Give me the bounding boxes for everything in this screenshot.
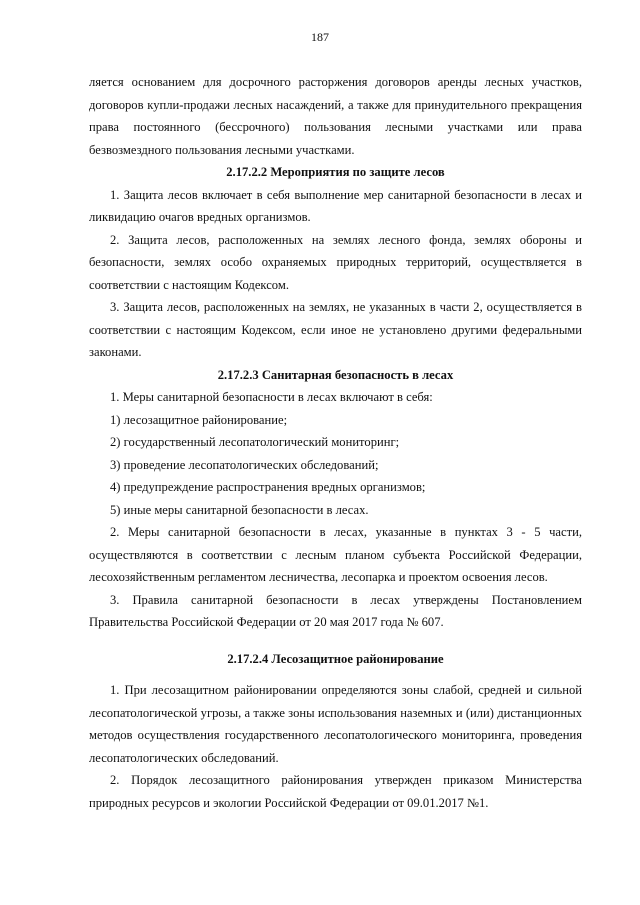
- section-heading-2-17-2-2: 2.17.2.2 Мероприятия по защите лесов: [226, 165, 445, 179]
- list-item: 3) проведение лесопатологических обследований;: [110, 457, 379, 472]
- paragraph: 1. При лесозащитном районировании определяются зоны слабой, средней и сильной лесопатологической угрозы, а также зоны использования наземных и (или) дистанционных методов осуществления государственного лесопатологического мониторинга, проведения лесопатологических обследований.: [89, 683, 582, 765]
- paragraph: 1. Защита лесов включает в себя выполнение мер санитарной безопасности в лесах и ликвидацию очагов вредных организмов.: [89, 187, 582, 224]
- paragraph: 3. Защита лесов, расположенных на землях, не указанных в части 2, осуществляется в соответствии с настоящим Кодексом, если иное не установлено другими федеральными законами.: [89, 300, 582, 359]
- list-item: 2) государственный лесопатологический мониторинг;: [110, 435, 400, 449]
- paragraph: 1. Меры санитарной безопасности в лесах включают в себя:: [110, 390, 433, 404]
- list-item: 5) иные меры санитарной безопасности в лесах.: [110, 502, 369, 517]
- paragraph: 2. Порядок лесозащитного районирования утвержден приказом Министерства природных ресурсов и экологии Российской Федерации от 09.01.2017 №1.: [89, 773, 582, 810]
- intro-paragraph: ляется основанием для досрочного расторжения договоров аренды лесных участков, договоров купли-продажи лесных насаждений, а также для принудительного прекращения права постоянного (бессрочного) пользования лесными участками или права безвозмездного пользования лесными участками.: [89, 75, 582, 157]
- section-heading-2-17-2-4: 2.17.2.4 Лесозащитное районирование: [227, 651, 444, 666]
- list-item: 1) лесозащитное районирование;: [110, 412, 288, 427]
- page-content: [89, 71, 582, 814]
- section-heading-2-17-2-3: 2.17.2.3 Санитарная безопасность в лесах: [217, 367, 454, 382]
- paragraph: 2. Меры санитарной безопасности в лесах, указанные в пунктах 3 - 5 части, осуществляются в соответствии с лесным планом субъекта Российской Федерации, лесохозяйственным регламентом лесничества, лесопарка и проектом освоения лесов.: [89, 525, 582, 584]
- page-number: 187: [311, 30, 329, 44]
- list-item: 4) предупреждение распространения вредных организмов;: [110, 480, 426, 494]
- paragraph: 2. Защита лесов, расположенных на землях лесного фонда, землях обороны и безопасности, землях особо охраняемых природных территорий, осуществляется в соответствии с настоящим Кодексом.: [89, 232, 582, 292]
- paragraph: 3. Правила санитарной безопасности в лесах утверждены Постановлением Правительства Российской Федерации от 20 мая 2017 года № 607.: [89, 592, 582, 629]
